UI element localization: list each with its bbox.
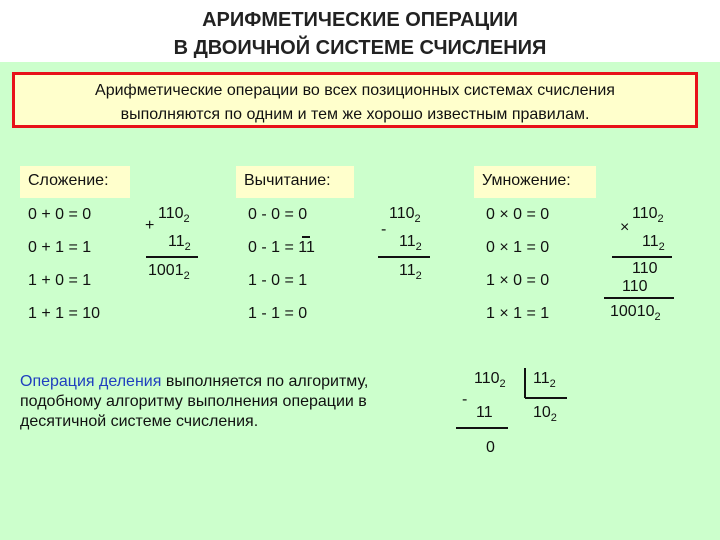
multiplication-result: $10010_2$ [610, 303, 661, 323]
addition-rule: 0 + 0 = 0 [28, 206, 92, 223]
addition-header: Сложение: [20, 166, 130, 198]
subtraction-rule: 1 - 1 = 0 [248, 305, 308, 322]
division-line-2: подобному алгоритму выполнения операции в [20, 393, 367, 410]
subtraction-difference-line [378, 256, 430, 258]
multiplication-partial-1: 110 [632, 260, 658, 277]
multiplication-product-line [612, 256, 672, 258]
division-subtrahend: 11 [476, 404, 493, 421]
subtraction-sign: - [381, 221, 387, 238]
subtraction-rule: 1 - 0 = 1 [248, 272, 308, 289]
multiplication-sum-line [604, 297, 674, 299]
page-title [0, 6, 720, 62]
addition-sign: + [145, 217, 155, 234]
multiplication-rule: 0 × 1 = 0 [486, 239, 550, 256]
addition-operand-2: $11_2$ [168, 233, 191, 253]
division-line-1: Операция деления выполняется по алгоритму, [20, 373, 369, 390]
division-description [20, 372, 440, 432]
multiplication-rule: 1 × 1 = 1 [486, 305, 550, 322]
division-bracket-vertical [524, 368, 526, 398]
multiplication-operand-1: $110_2$ [632, 205, 664, 225]
addition-operand-1: $110_2$ [158, 205, 190, 225]
intro-line-1: Арифметические операции во всех позиционных системах счисления [95, 82, 615, 99]
subtraction-rule: 0 - 0 = 0 [248, 206, 308, 223]
borrow-value: 11 [298, 239, 315, 256]
multiplication-sign: × [620, 219, 630, 236]
division-quotient: $10_2$ [533, 404, 557, 424]
subtraction-header: Вычитание: [236, 166, 354, 198]
addition-result: $1001_2$ [148, 262, 190, 282]
addition-rule: 1 + 1 = 10 [28, 305, 101, 322]
subtraction-operand-1: $110_2$ [389, 205, 421, 225]
subtraction-operand-2: $11_2$ [399, 233, 422, 253]
division-remainder-line [456, 427, 508, 429]
division-bracket-horizontal [525, 397, 567, 399]
division-line-3: десятичной системе счисления. [20, 413, 259, 430]
division-dividend: $110_2$ [474, 370, 506, 390]
content-background [0, 62, 720, 540]
division-highlight: Операция деления [20, 373, 162, 390]
addition-rule: 0 + 1 = 1 [28, 239, 92, 256]
division-divisor: $11_2$ [533, 370, 556, 390]
multiplication-header: Умножение: [474, 166, 596, 198]
intro-line-2: выполняются по одним и тем же хорошо известным правилам. [120, 106, 590, 123]
multiplication-rule: 1 × 0 = 0 [486, 272, 550, 289]
intro-box [12, 72, 698, 128]
title-line-2: В ДВОИЧНОЙ СИСТЕМЕ СЧИСЛЕНИЯ [173, 37, 547, 59]
addition-rule: 1 + 0 = 1 [28, 272, 92, 289]
division-sign: - [462, 391, 468, 408]
subtraction-rule: 0 - 1 = 11 [248, 238, 315, 258]
subtraction-result: $11_2$ [399, 262, 422, 282]
multiplication-partial-2: 110 [622, 278, 648, 295]
multiplication-operand-2: $11_2$ [642, 233, 665, 253]
multiplication-rule: 0 × 0 = 0 [486, 206, 550, 223]
addition-sum-line [146, 256, 198, 258]
borrow-mark [302, 236, 310, 238]
division-remainder: 0 [486, 439, 495, 456]
title-line-1: АРИФМЕТИЧЕСКИЕ ОПЕРАЦИИ [202, 9, 518, 31]
